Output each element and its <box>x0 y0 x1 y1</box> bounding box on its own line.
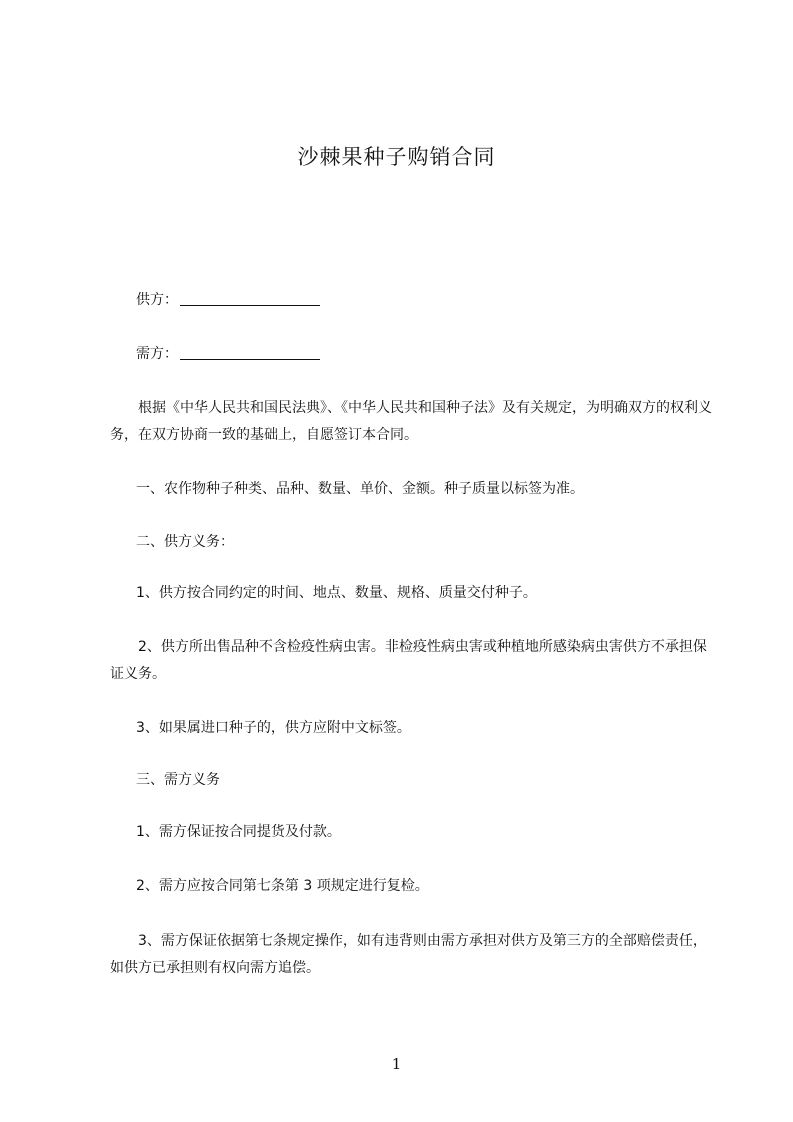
supplier-line <box>136 290 320 310</box>
clause-2-item-1: 1、供方按合同约定的时间、地点、数量、规格、质量交付种子。 <box>136 585 537 601</box>
clause-1: 一、农作物种子种类、品种、数量、单价、金额。种子质量以标签为准。 <box>136 481 584 497</box>
clause-3-item-1: 1、需方保证按合同提货及付款。 <box>136 824 341 840</box>
clause-2-item-2: 2、供方所出售品种不含检疫性病虫害。非检疫性病虫害或种植地所感染病虫害供方不承担保证义务。 <box>110 639 707 682</box>
clause-3-item-3: 3、需方保证依据第七条规定操作，如有违背则由需方承担对供方及第三方的全部赔偿责任，如供方已承担则有权向需方追偿。 <box>110 933 707 976</box>
supplier-label: 供方： <box>136 292 178 308</box>
clause-3-heading: 三、需方义务 <box>136 772 220 788</box>
intro-paragraph: 根据《中华人民共和国民法典》、《中华人民共和国种子法》及有关规定，为明确双方的权利义务，在双方协商一致的基础上，自愿签订本合同。 <box>110 400 712 443</box>
buyer-label: 需方： <box>136 346 178 362</box>
supplier-blank-field <box>180 291 320 306</box>
clause-2-item-3: 3、如果属进口种子的，供方应附中文标签。 <box>136 720 411 736</box>
buyer-blank-field <box>180 345 320 360</box>
clause-3-item-2: 2、需方应按合同第七条第 3 项规定进行复检。 <box>136 878 429 894</box>
clause-2-heading: 二、供方义务： <box>136 534 234 550</box>
buyer-line <box>136 344 320 364</box>
page-number: 1 <box>391 1055 402 1073</box>
document-title: 沙棘果种子购销合同 <box>297 145 496 169</box>
